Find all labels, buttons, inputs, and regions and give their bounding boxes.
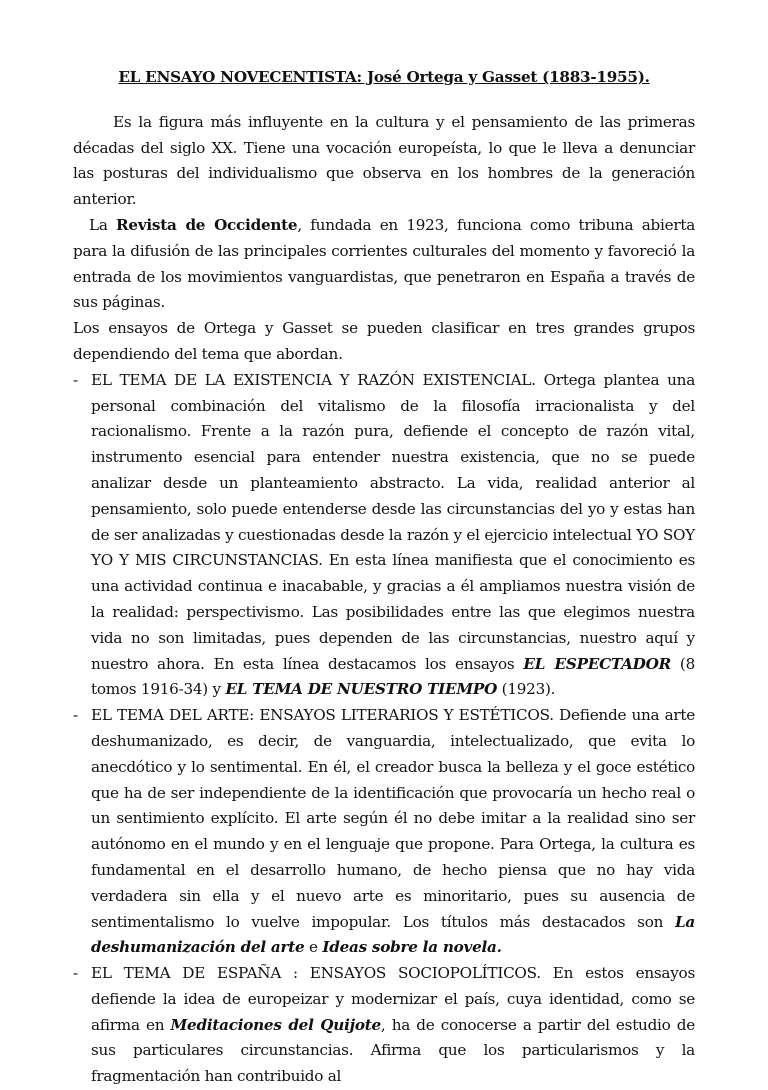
bullet-dash: - [73,370,78,389]
document-title: EL ENSAYO NOVECENTISTA: José Ortega y Gasset (1883-1955). [118,68,650,86]
revista-text-after: , fundada en 1923, funciona como tribuna abierta para la difusión de las principales corrientes culturales del momento y favoreció la entrada de los movimientos vanguardistas, que penetraron en España a través de sus páginas. [73,215,695,312]
list-item-espana [73,961,695,1090]
list-item-text: (1923). [497,680,556,699]
work-title: Ideas sobre la novela. [322,938,502,957]
revista-name: Revista de Occidente [116,215,298,234]
list-item-text: (8 tomos 1916-34) y [91,654,696,699]
intro-paragraph: Es la figura más influyente en la cultura y el pensamiento de las primeras décadas del siglo XX. Tiene una vocación europeísta, lo que le lleva a denunciar las posturas del individualismo que observa en los hombres de la generación anterior. [73,112,695,209]
list-item-existencia [73,368,695,703]
list-item-text: EL TEMA DE ESPAÑA : ENSAYOS SOCIOPOLÍTICOS. En estos ensayos defiende la idea de europeizar y modernizar el país, cuya identidad, como se afirma en [91,964,695,1034]
revista-text-before: La [89,215,117,234]
work-title: EL ESPECTADOR [523,654,671,673]
work-title: La deshumanización del arte [91,912,695,957]
revista-paragraph [73,213,695,316]
list-item-text: , ha de conocerse a partir del estudio de sus particulares circunstancias. Afirma que los particularismos y la fragmentación han contribuido al [91,1015,695,1086]
work-title: EL TEMA DE NUESTRO TIEMPO [225,680,498,699]
list-item-text: e [304,938,323,957]
document-page [73,60,695,1090]
bullet-dash: - [73,706,78,725]
list-item-text: EL TEMA DE LA EXISTENCIA Y RAZÓN EXISTENCIAL. Ortega plantea una personal combinación del vitalismo de la filosofía irracionalista y del racionalismo. Frente a la razón pura, defiende el concepto de razón vital, instrumento esencial para entender nuestra existencia, que no se puede analizar desde un planteamiento abstracto. La vida, realidad anterior al pensamiento, solo puede entenderse desde las circunstancias del yo y estas han de ser analizadas y cuestionadas desde la razón y el ejercicio intelectual YO SOY YO Y MIS CIRCUNSTANCIAS. En esta línea manifiesta que el conocimiento es una actividad continua e inacabable, y gracias a él ampliamos nuestra visión de la realidad: perspectivismo. Las posibilidades entre las que elegimos nuestra vida no son limitadas, pues dependen de las circunstancias, nuestro aquí y nuestro ahora. En esta línea destacamos los ensayos [91,370,695,673]
classification-paragraph: Los ensayos de Ortega y Gasset se pueden clasificar en tres grandes grupos dependiendo del tema que abordan. [73,319,695,363]
list-item-text: EL TEMA DEL ARTE: ENSAYOS LITERARIOS Y ESTÉTICOS. Defiende una arte deshumanizado, es decir, de vanguardia, intelectualizado, que evita lo anecdótico y lo sentimental. En él, el creador busca la belleza y el goce estético que ha de ser independiente de la identificación que provocaría un hecho real o un sentimiento explícito. El arte según él no debe imitar a la realidad sino ser autónomo en el mundo y en el lenguaje que propone. Para Ortega, la cultura es fundamental en el desarrollo humano, de hecho piensa que no hay vida verdadera sin ella y el nuevo arte es minoritario, pues su ausencia de sentimentalismo lo vuelve impopular. Los títulos más destacados son [91,706,695,931]
work-title: Meditaciones del Quijote [170,1015,381,1034]
list-item-arte [73,703,695,961]
bullet-dash: - [73,964,78,983]
